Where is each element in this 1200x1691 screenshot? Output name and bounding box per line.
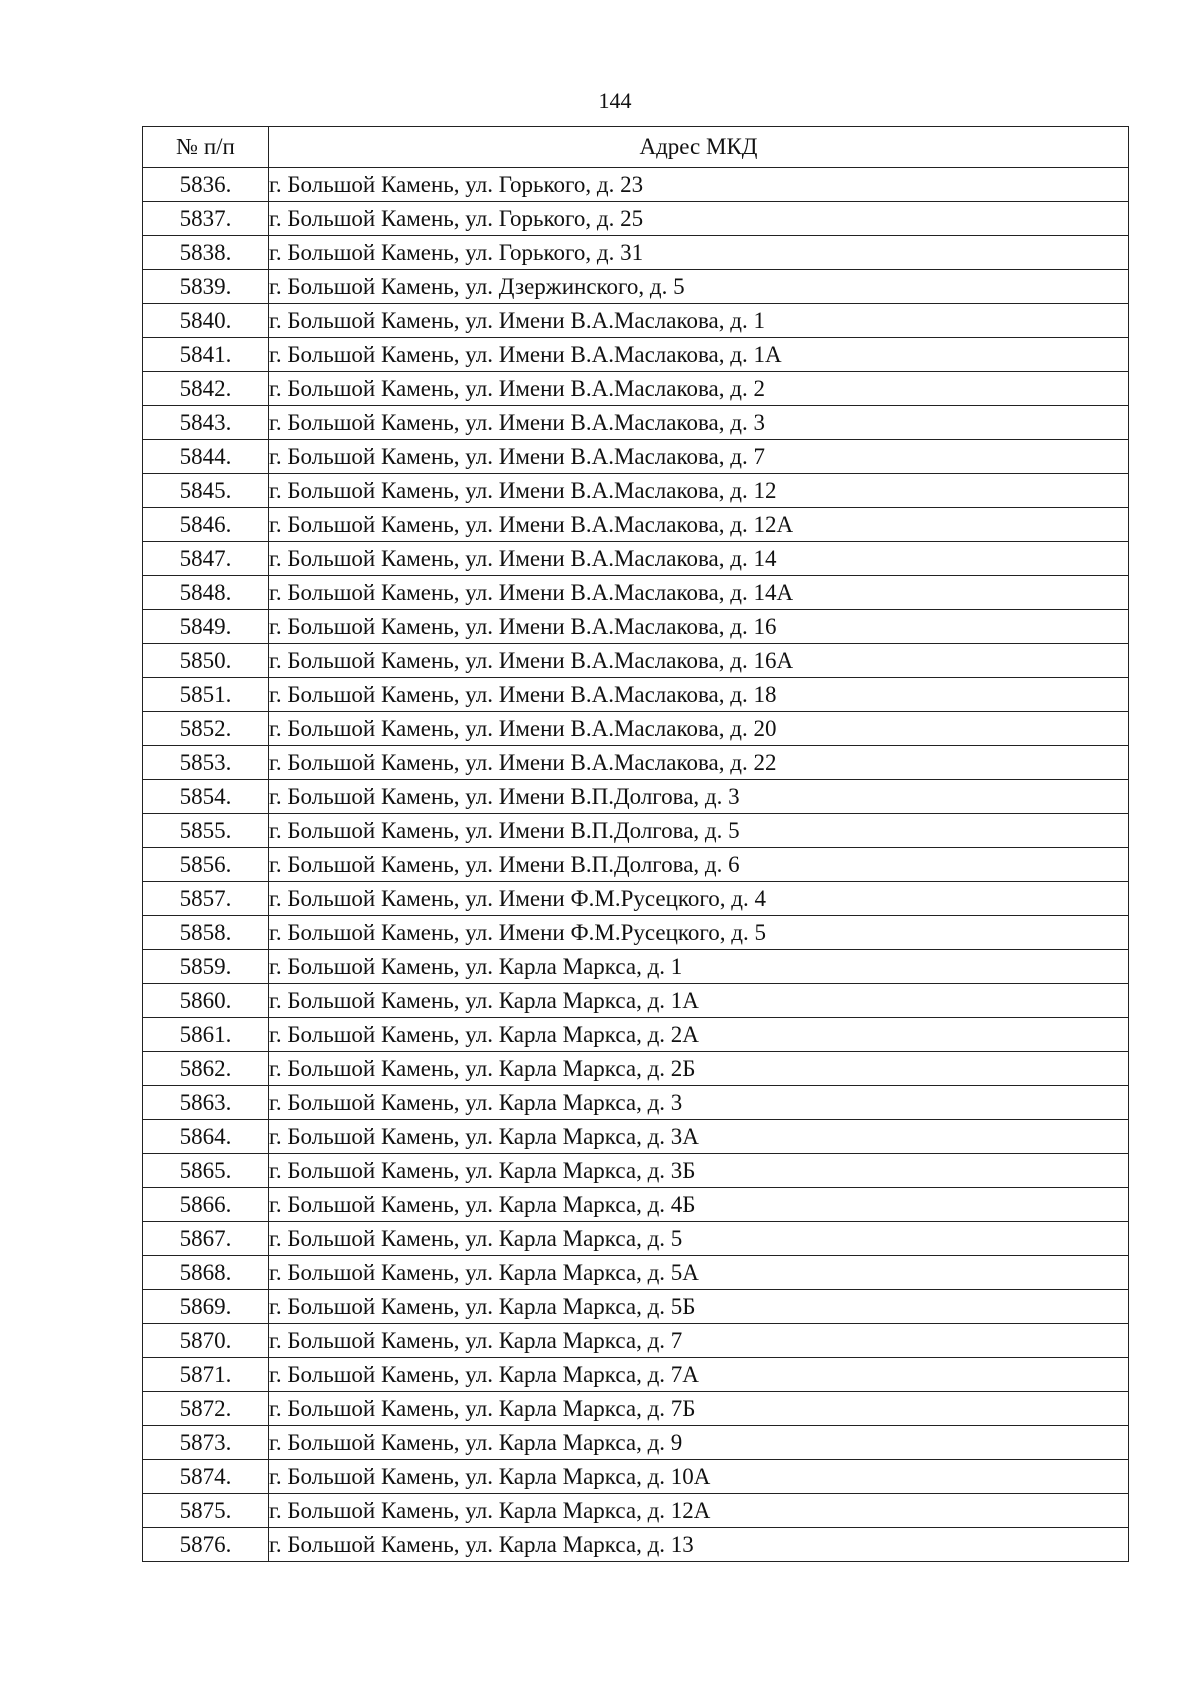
header-address: Адрес МКД bbox=[269, 127, 1129, 168]
table-row bbox=[143, 202, 1129, 236]
row-address: г. Большой Камень, ул. Карла Маркса, д. 5 bbox=[269, 1222, 1129, 1256]
row-number: 5836. bbox=[143, 168, 269, 202]
table-row bbox=[143, 1086, 1129, 1120]
table-row bbox=[143, 916, 1129, 950]
table-row bbox=[143, 678, 1129, 712]
table-body bbox=[143, 168, 1129, 1562]
row-number: 5865. bbox=[143, 1154, 269, 1188]
table-row bbox=[143, 270, 1129, 304]
row-number: 5848. bbox=[143, 576, 269, 610]
row-address: г. Большой Камень, ул. Карла Маркса, д. 4Б bbox=[269, 1188, 1129, 1222]
row-address: г. Большой Камень, ул. Горького, д. 23 bbox=[269, 168, 1129, 202]
row-number: 5850. bbox=[143, 644, 269, 678]
row-number: 5853. bbox=[143, 746, 269, 780]
row-address: г. Большой Камень, ул. Имени В.А.Маслакова, д. 16 bbox=[269, 610, 1129, 644]
row-address: г. Большой Камень, ул. Карла Маркса, д. 2А bbox=[269, 1018, 1129, 1052]
row-number: 5873. bbox=[143, 1426, 269, 1460]
header-num: № п/п bbox=[143, 127, 269, 168]
row-address: г. Большой Камень, ул. Имени В.А.Маслакова, д. 14 bbox=[269, 542, 1129, 576]
row-number: 5871. bbox=[143, 1358, 269, 1392]
row-number: 5863. bbox=[143, 1086, 269, 1120]
table-row bbox=[143, 1494, 1129, 1528]
row-address: г. Большой Камень, ул. Имени В.А.Маслакова, д. 3 bbox=[269, 406, 1129, 440]
row-address: г. Большой Камень, ул. Карла Маркса, д. 2Б bbox=[269, 1052, 1129, 1086]
row-address: г. Большой Камень, ул. Карла Маркса, д. 1А bbox=[269, 984, 1129, 1018]
table-row bbox=[143, 440, 1129, 474]
row-address: г. Большой Камень, ул. Карла Маркса, д. 3А bbox=[269, 1120, 1129, 1154]
row-number: 5876. bbox=[143, 1528, 269, 1562]
table-row bbox=[143, 508, 1129, 542]
row-address: г. Большой Камень, ул. Имени В.П.Долгова, д. 6 bbox=[269, 848, 1129, 882]
row-number: 5856. bbox=[143, 848, 269, 882]
row-number: 5840. bbox=[143, 304, 269, 338]
table-row bbox=[143, 746, 1129, 780]
table-row bbox=[143, 1358, 1129, 1392]
row-address: г. Большой Камень, ул. Имени В.А.Маслакова, д. 1А bbox=[269, 338, 1129, 372]
row-number: 5867. bbox=[143, 1222, 269, 1256]
row-address: г. Большой Камень, ул. Карла Маркса, д. 9 bbox=[269, 1426, 1129, 1460]
table-row bbox=[143, 1256, 1129, 1290]
row-address: г. Большой Камень, ул. Карла Маркса, д. 5Б bbox=[269, 1290, 1129, 1324]
row-address: г. Большой Камень, ул. Карла Маркса, д. 3Б bbox=[269, 1154, 1129, 1188]
table-row bbox=[143, 814, 1129, 848]
row-address: г. Большой Камень, ул. Карла Маркса, д. 10А bbox=[269, 1460, 1129, 1494]
table-row bbox=[143, 1120, 1129, 1154]
row-address: г. Большой Камень, ул. Имени В.А.Маслакова, д. 1 bbox=[269, 304, 1129, 338]
row-number: 5846. bbox=[143, 508, 269, 542]
table-row bbox=[143, 1426, 1129, 1460]
table-row bbox=[143, 1460, 1129, 1494]
table-row bbox=[143, 576, 1129, 610]
table-row bbox=[143, 644, 1129, 678]
table-row bbox=[143, 610, 1129, 644]
row-number: 5838. bbox=[143, 236, 269, 270]
table-row bbox=[143, 1290, 1129, 1324]
table-row bbox=[143, 1052, 1129, 1086]
row-number: 5837. bbox=[143, 202, 269, 236]
table-row bbox=[143, 950, 1129, 984]
table-row bbox=[143, 542, 1129, 576]
row-address: г. Большой Камень, ул. Имени Ф.М.Русецкого, д. 5 bbox=[269, 916, 1129, 950]
table-row bbox=[143, 168, 1129, 202]
table-row bbox=[143, 474, 1129, 508]
row-address: г. Большой Камень, ул. Имени В.А.Маслакова, д. 22 bbox=[269, 746, 1129, 780]
row-number: 5855. bbox=[143, 814, 269, 848]
row-address: г. Большой Камень, ул. Имени В.А.Маслакова, д. 18 bbox=[269, 678, 1129, 712]
table-row bbox=[143, 304, 1129, 338]
table-row bbox=[143, 406, 1129, 440]
table-row bbox=[143, 712, 1129, 746]
row-address: г. Большой Камень, ул. Имени В.А.Маслакова, д. 12 bbox=[269, 474, 1129, 508]
address-table bbox=[142, 126, 1129, 1562]
row-number: 5847. bbox=[143, 542, 269, 576]
row-number: 5862. bbox=[143, 1052, 269, 1086]
row-number: 5859. bbox=[143, 950, 269, 984]
row-number: 5845. bbox=[143, 474, 269, 508]
row-number: 5842. bbox=[143, 372, 269, 406]
row-address: г. Большой Камень, ул. Карла Маркса, д. 7Б bbox=[269, 1392, 1129, 1426]
table-row bbox=[143, 882, 1129, 916]
table-row bbox=[143, 236, 1129, 270]
row-address: г. Большой Камень, ул. Имени Ф.М.Русецкого, д. 4 bbox=[269, 882, 1129, 916]
table-row bbox=[143, 372, 1129, 406]
row-number: 5857. bbox=[143, 882, 269, 916]
row-number: 5869. bbox=[143, 1290, 269, 1324]
table-row bbox=[143, 1324, 1129, 1358]
table-row bbox=[143, 1018, 1129, 1052]
row-number: 5841. bbox=[143, 338, 269, 372]
row-address: г. Большой Камень, ул. Имени В.А.Маслакова, д. 16А bbox=[269, 644, 1129, 678]
row-number: 5858. bbox=[143, 916, 269, 950]
table-row bbox=[143, 1222, 1129, 1256]
row-address: г. Большой Камень, ул. Имени В.А.Маслакова, д. 14А bbox=[269, 576, 1129, 610]
page-number: 144 bbox=[598, 88, 632, 113]
row-number: 5839. bbox=[143, 270, 269, 304]
table-row bbox=[143, 984, 1129, 1018]
row-address: г. Большой Камень, ул. Имени В.П.Долгова, д. 3 bbox=[269, 780, 1129, 814]
row-number: 5874. bbox=[143, 1460, 269, 1494]
row-address: г. Большой Камень, ул. Имени В.П.Долгова, д. 5 bbox=[269, 814, 1129, 848]
table-header bbox=[143, 127, 1129, 168]
table-row bbox=[143, 1528, 1129, 1562]
row-address: г. Большой Камень, ул. Имени В.А.Маслакова, д. 20 bbox=[269, 712, 1129, 746]
row-address: г. Большой Камень, ул. Карла Маркса, д. 1 bbox=[269, 950, 1129, 984]
table-row bbox=[143, 1188, 1129, 1222]
row-number: 5860. bbox=[143, 984, 269, 1018]
row-address: г. Большой Камень, ул. Имени В.А.Маслакова, д. 12А bbox=[269, 508, 1129, 542]
row-address: г. Большой Камень, ул. Карла Маркса, д. 7 bbox=[269, 1324, 1129, 1358]
table-row bbox=[143, 1392, 1129, 1426]
row-number: 5849. bbox=[143, 610, 269, 644]
row-address: г. Большой Камень, ул. Карла Маркса, д. 5А bbox=[269, 1256, 1129, 1290]
row-number: 5866. bbox=[143, 1188, 269, 1222]
row-address: г. Большой Камень, ул. Горького, д. 31 bbox=[269, 236, 1129, 270]
row-address: г. Большой Камень, ул. Дзержинского, д. 5 bbox=[269, 270, 1129, 304]
row-number: 5861. bbox=[143, 1018, 269, 1052]
row-number: 5852. bbox=[143, 712, 269, 746]
row-number: 5844. bbox=[143, 440, 269, 474]
table-row bbox=[143, 338, 1129, 372]
row-number: 5843. bbox=[143, 406, 269, 440]
row-number: 5864. bbox=[143, 1120, 269, 1154]
row-address: г. Большой Камень, ул. Имени В.А.Маслакова, д. 2 bbox=[269, 372, 1129, 406]
table-row bbox=[143, 780, 1129, 814]
row-number: 5851. bbox=[143, 678, 269, 712]
row-address: г. Большой Камень, ул. Карла Маркса, д. 3 bbox=[269, 1086, 1129, 1120]
table-row bbox=[143, 1154, 1129, 1188]
row-address: г. Большой Камень, ул. Имени В.А.Маслакова, д. 7 bbox=[269, 440, 1129, 474]
row-number: 5854. bbox=[143, 780, 269, 814]
row-number: 5872. bbox=[143, 1392, 269, 1426]
row-address: г. Большой Камень, ул. Карла Маркса, д. 12А bbox=[269, 1494, 1129, 1528]
row-number: 5875. bbox=[143, 1494, 269, 1528]
row-address: г. Большой Камень, ул. Горького, д. 25 bbox=[269, 202, 1129, 236]
row-number: 5870. bbox=[143, 1324, 269, 1358]
row-address: г. Большой Камень, ул. Карла Маркса, д. 13 bbox=[269, 1528, 1129, 1562]
table-row bbox=[143, 848, 1129, 882]
row-address: г. Большой Камень, ул. Карла Маркса, д. 7А bbox=[269, 1358, 1129, 1392]
header-row bbox=[143, 127, 1129, 168]
row-number: 5868. bbox=[143, 1256, 269, 1290]
